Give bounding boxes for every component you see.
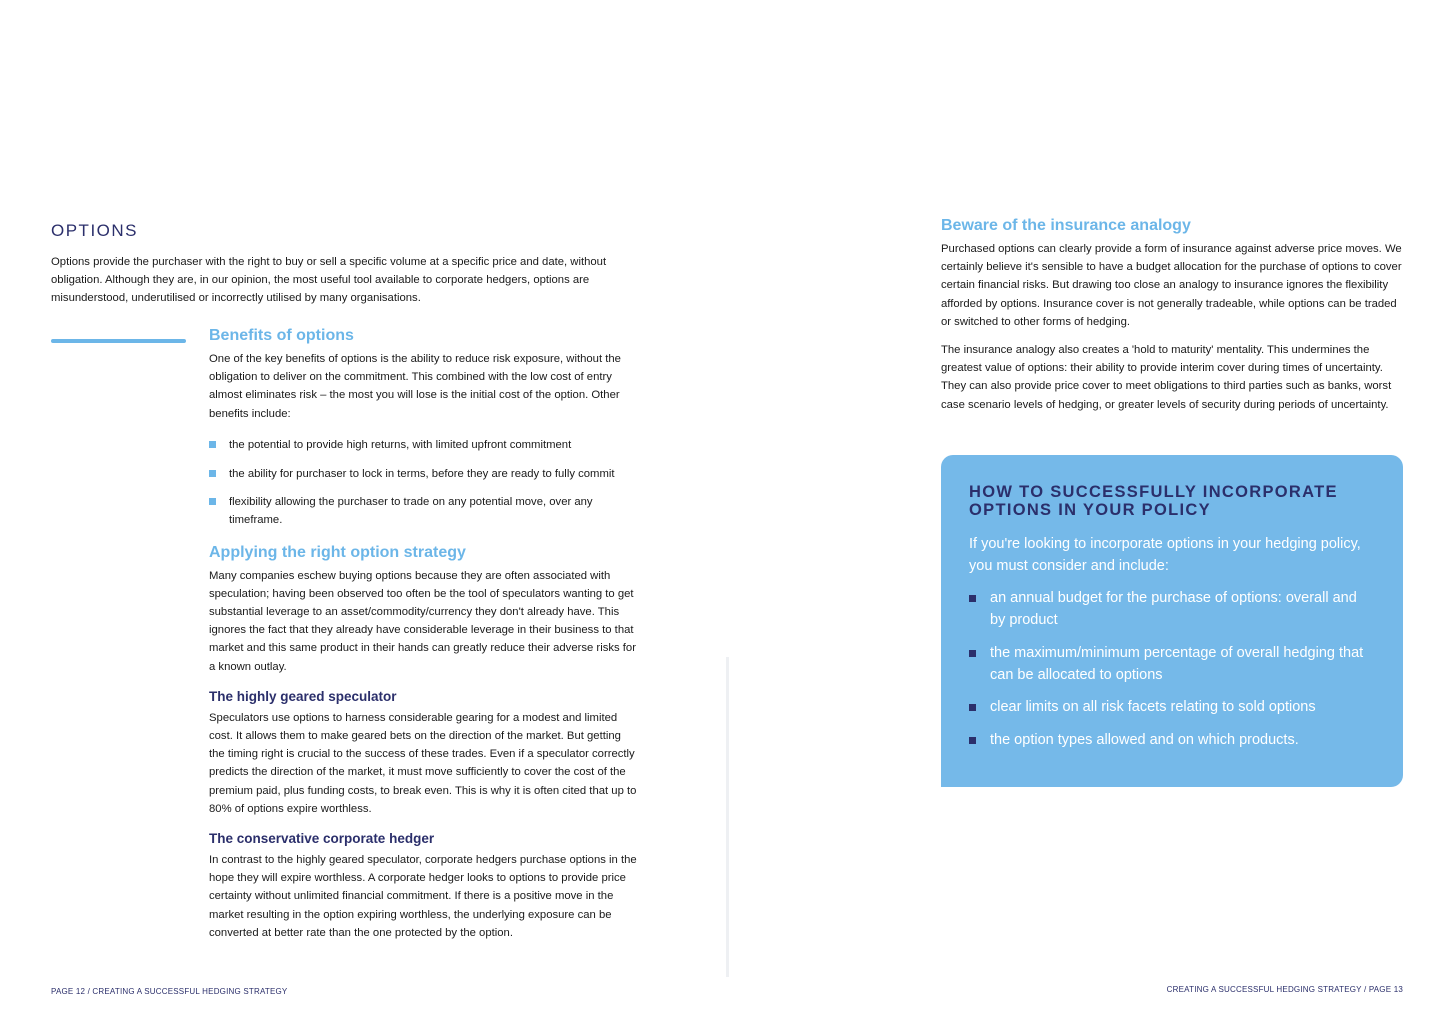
strategy-body: Many companies eschew buying options because they are often associated with speculation; having been observed too often be the tool of speculators wanting to get substantial leverage to an asset/commodity/currency they don't already have. This ignores the fact that they already have considerable leverage in their business to that market and this same product in their hands can greatly reduce their adverse risks for a known outlay.	[209, 569, 636, 673]
bullet-square-icon	[209, 441, 216, 448]
intro-paragraph: Options provide the purchaser with the right to buy or sell a specific volume at a specific price and date, without obligation. Although they are, in our opinion, the most useful tool available to corporate hedgers, options are misunderstood, underutilised or incorrectly utilised by many organisations.	[51, 256, 607, 305]
list-item: the option types allowed and on which products.	[969, 729, 1375, 751]
insurance-paragraph-1: Purchased options can clearly provide a form of insurance against adverse price moves. We certainly believe it's sensible to have a budget allocation for the purchase of options to cover certain financial risks. But drawing too close an analogy to insurance ignores the flexibility afforded by options. Insurance cover is not generally tradeable, while options can be traded or switched to other forms of hedging.	[941, 243, 1402, 328]
page-gutter	[726, 657, 729, 977]
page-title: OPTIONS	[51, 221, 139, 240]
bullet-square-icon	[969, 595, 976, 602]
right-column	[941, 217, 1403, 424]
footer-right: CREATING A SUCCESSFUL HEDGING STRATEGY / PAGE 13	[1166, 985, 1403, 994]
list-item: flexibility allowing the purchaser to trade on any potential move, over any timeframe.	[209, 493, 637, 529]
list-item: the potential to provide high returns, with limited upfront commitment	[209, 436, 637, 454]
policy-callout-box	[941, 455, 1403, 787]
bullet-square-icon	[209, 498, 216, 505]
bullet-square-icon	[969, 737, 976, 744]
list-item: an annual budget for the purchase of options: overall and by product	[969, 587, 1375, 631]
callout-list	[969, 587, 1375, 751]
list-item: clear limits on all risk facets relating to sold options	[969, 696, 1375, 718]
accent-rule	[51, 339, 186, 343]
hedger-heading: The conservative corporate hedger	[209, 831, 435, 847]
bullet-square-icon	[209, 470, 216, 477]
main-column	[209, 327, 637, 942]
insurance-heading: Beware of the insurance analogy	[941, 217, 1191, 234]
list-item: the maximum/minimum percentage of overall hedging that can be allocated to options	[969, 642, 1375, 686]
insurance-paragraph-2: The insurance analogy also creates a 'hold to maturity' mentality. This undermines the greatest value of options: their ability to provide interim cover during times of uncertainty. They can also provide price cover to meet obligations to third parties such as banks, worst case scenario levels of hedging, or greater levels of security during periods of uncertainty.	[941, 344, 1392, 411]
callout-title: HOW TO SUCCESSFULLY INCORPORATE OPTIONS IN YOUR POLICY	[969, 483, 1338, 519]
benefits-heading: Benefits of options	[209, 327, 354, 344]
hedger-body: In contrast to the highly geared speculator, corporate hedgers purchase options in the hope they will expire worthless. A corporate hedger looks to options to provide price certainty without unlimited financial commitment. If there is a positive move in the market resulting in the option expiring worthless, the underlying exposure can be converted at better rate than the one protected by the option.	[209, 854, 637, 939]
callout-intro: If you're looking to incorporate options in your hedging policy, you must consider and include:	[969, 536, 1361, 574]
strategy-heading: Applying the right option strategy	[209, 543, 466, 561]
speculator-heading: The highly geared speculator	[209, 688, 397, 704]
list-item: the ability for purchaser to lock in terms, before they are ready to fully commit	[209, 465, 637, 483]
footer-left: PAGE 12 / CREATING A SUCCESSFUL HEDGING STRATEGY	[51, 987, 288, 996]
benefits-body: One of the key benefits of options is the ability to reduce risk exposure, without the obligation to deliver on the commitment. This combined with the low cost of entry almost eliminates risk – the most you will lose is the initial cost of the option. Other benefits include:	[209, 353, 621, 420]
bullet-square-icon	[969, 650, 976, 657]
bullet-square-icon	[969, 704, 976, 711]
benefits-list	[209, 436, 637, 530]
speculator-body: Speculators use options to harness considerable gearing for a modest and limited cost. It allows them to make geared bets on the direction of the market. But getting the timing right is crucial to the success of these trades. Even if a speculator correctly predicts the direction of the market, it must move sufficiently to cover the cost of the premium paid, plus funding costs, to break even. This is why it is often cited that up to 80% of options expire worthless.	[209, 711, 637, 815]
